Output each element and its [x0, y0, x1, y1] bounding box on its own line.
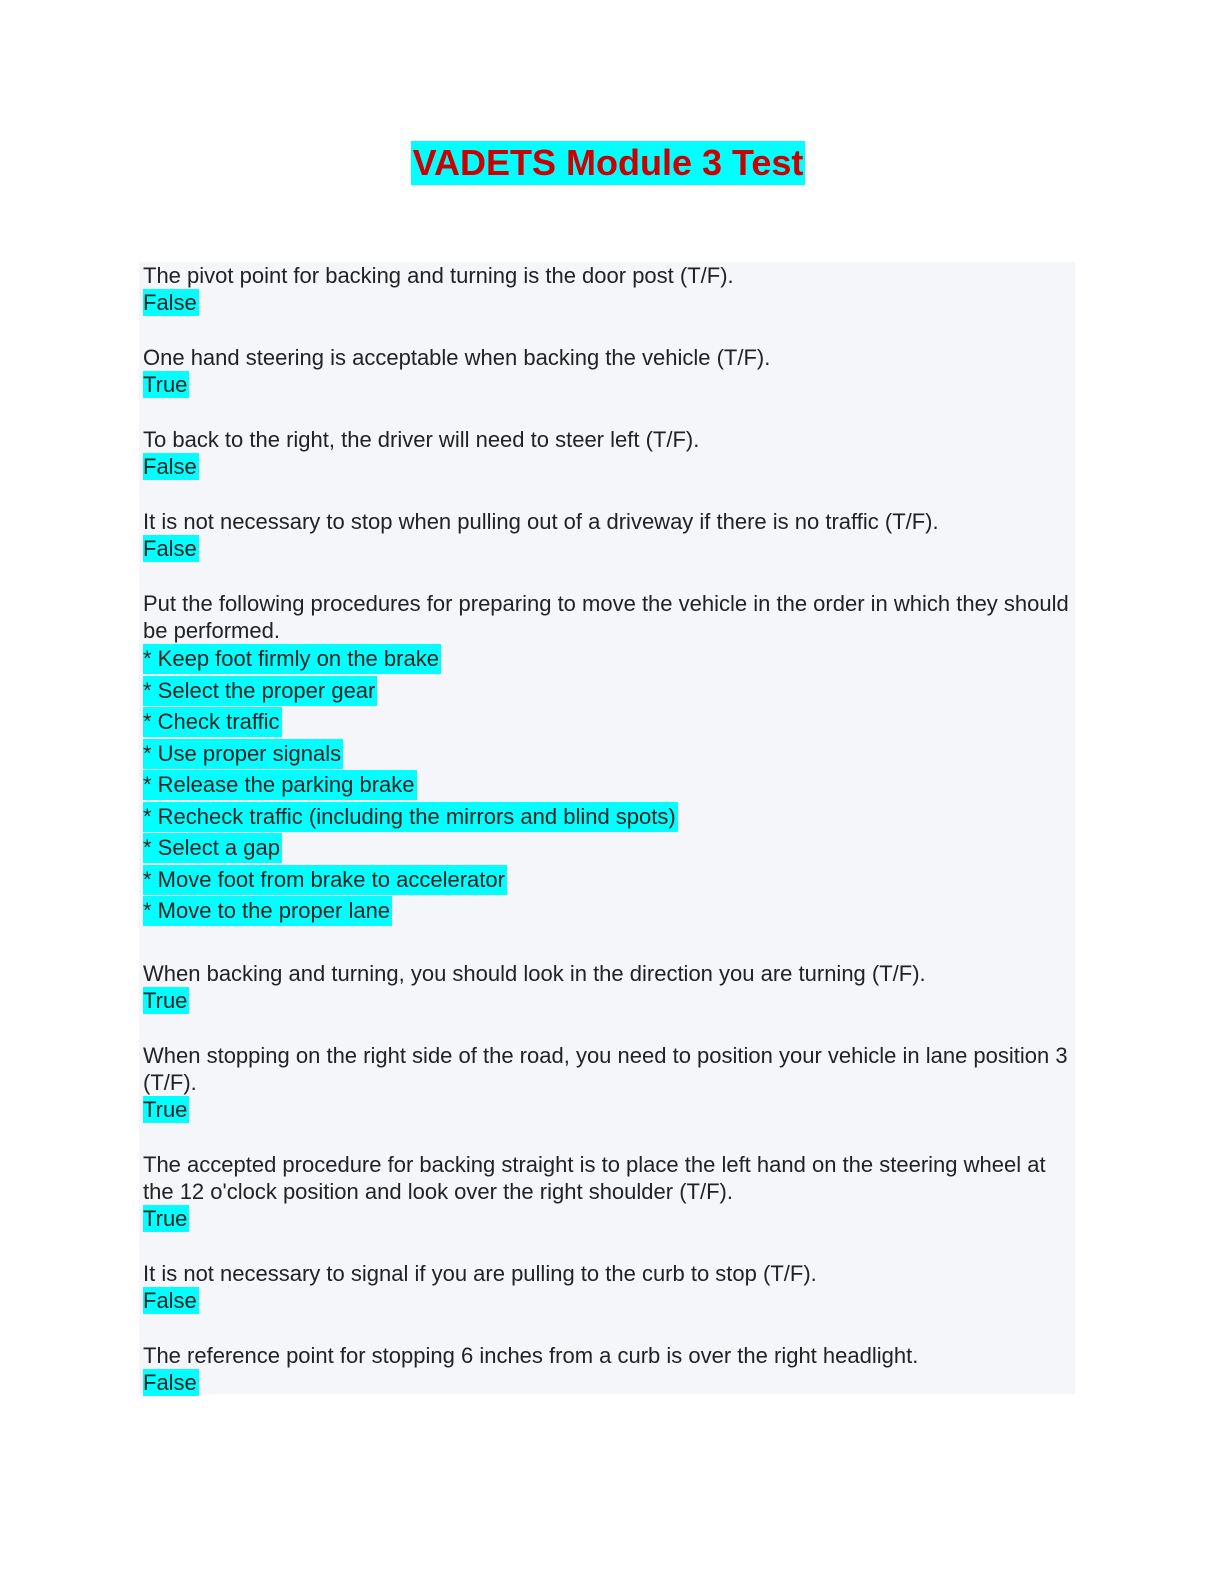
- list-item: [143, 707, 1071, 739]
- question-text: The reference point for stopping 6 inches from a curb is over the right headlight.: [143, 1342, 919, 1368]
- list-item: [143, 739, 1071, 771]
- question-text: When stopping on the right side of the road, you need to position your vehicle in lane position 3 (T/F).: [143, 1042, 1074, 1095]
- question-10: [143, 1342, 1071, 1396]
- answer-highlight: * Select a gap: [143, 833, 282, 863]
- answer-highlight: False: [143, 1287, 197, 1313]
- answer-highlight: * Move to the proper lane: [143, 896, 392, 926]
- answer-highlight: True: [143, 1096, 188, 1122]
- question-text: The pivot point for backing and turning is the door post (T/F).: [143, 263, 734, 288]
- answer-highlight: True: [143, 987, 188, 1013]
- question-text: When backing and turning, you should look in the direction you are turning (T/F).: [143, 960, 926, 986]
- question-text: Put the following procedures for preparing to move the vehicle in the order in which they should be performed.: [143, 591, 1075, 643]
- answer-highlight: * Check traffic: [143, 707, 282, 737]
- answer-highlight: * Select the proper gear: [143, 676, 377, 706]
- title-wrapper: [0, 141, 1224, 185]
- answer-highlight: * Use proper signals: [143, 739, 343, 769]
- answer-highlight: False: [143, 1369, 197, 1395]
- question-2: [143, 344, 1071, 398]
- list-item: [143, 896, 1071, 928]
- answer-highlight: * Release the parking brake: [143, 770, 417, 800]
- answer-highlight: * Keep foot firmly on the brake: [143, 644, 441, 674]
- list-item: [143, 802, 1071, 834]
- list-item: [143, 833, 1071, 865]
- answer-highlight: * Recheck traffic (including the mirrors and blind spots): [143, 802, 678, 832]
- question-4: [143, 508, 1071, 562]
- question-7: [143, 1042, 1074, 1123]
- question-text: It is not necessary to signal if you are pulling to the curb to stop (T/F).: [143, 1260, 817, 1286]
- answer-highlight: False: [143, 536, 197, 561]
- question-panel: [139, 262, 1075, 1394]
- page-title: VADETS Module 3 Test: [412, 142, 804, 183]
- list-item: [143, 644, 1071, 676]
- question-list: [143, 262, 1075, 1396]
- question-3: [143, 426, 1071, 480]
- ordering-question: [143, 590, 1075, 928]
- answer-highlight: True: [143, 1205, 188, 1231]
- answer-highlight: False: [143, 454, 197, 479]
- answer-highlight: True: [143, 372, 188, 397]
- list-item: [143, 865, 1071, 897]
- question-6: [143, 960, 1071, 1014]
- answer-highlight: * Move foot from brake to accelerator: [143, 865, 507, 895]
- question-text: It is not necessary to stop when pulling out of a driveway if there is no traffic (T/F).: [143, 509, 939, 534]
- answer-highlight: False: [143, 290, 197, 315]
- list-item: [143, 676, 1071, 708]
- question-8: [143, 1151, 1071, 1232]
- list-item: [143, 770, 1071, 802]
- question-text: The accepted procedure for backing straight is to place the left hand on the steering wheel at the 12 o'clock position and look over the right shoulder (T/F).: [143, 1151, 1052, 1204]
- question-text: To back to the right, the driver will need to steer left (T/F).: [143, 427, 700, 452]
- question-9: [143, 1260, 1071, 1314]
- question-1: [143, 262, 1071, 316]
- question-text: One hand steering is acceptable when backing the vehicle (T/F).: [143, 345, 771, 370]
